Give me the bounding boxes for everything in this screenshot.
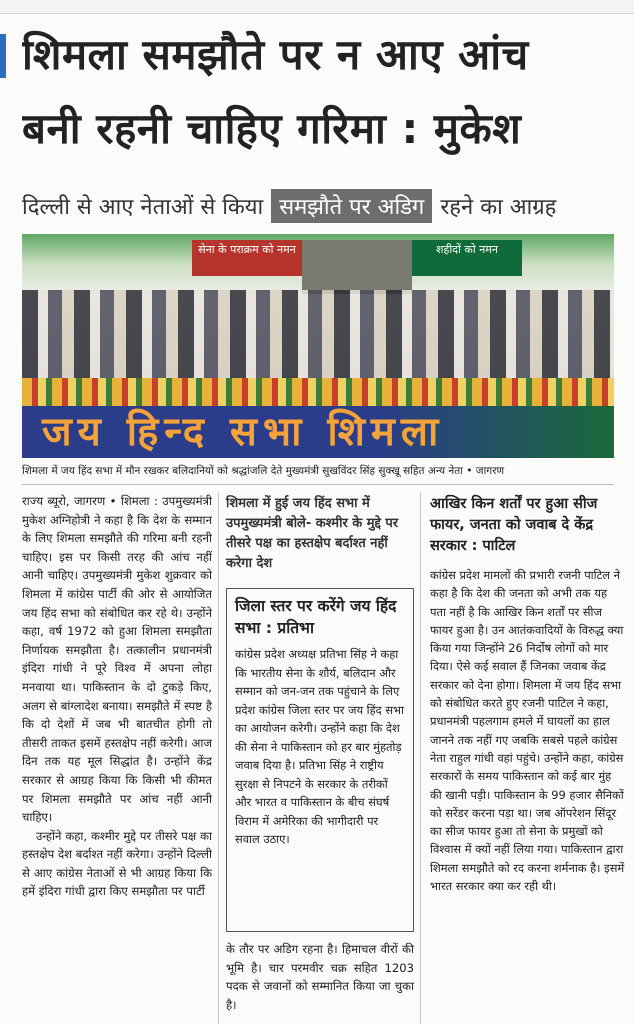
photo-flower-decoration: [22, 378, 614, 408]
subheadline: [22, 186, 622, 226]
sidebar-box-body: कांग्रेस प्रदेश अध्यक्ष प्रतिभा सिंह ने कहा कि भारतीय सेना के शौर्य, बलिदान और सम्मान को जन-जन तक पहुंचाने के लिए प्रदेश कांग्रेस जिला स्तर पर जय हिंद सभा का आयोजन करेगी। उन्होंने कहा कि देश की सेना ने पाकिस्तान को हर बार मुंहतोड़ जवाब दिया है। प्रतिभा सिंह ने राष्ट्रीय सुरक्षा से निपटने के सरकार के तरीकों और भारत व पाकिस्तान के बीच संघर्ष विराम में अमेरिका की भागीदारी पर सवाल उठाए।: [235, 647, 404, 846]
column1-paragraph-1: राज्य ब्यूरो, जागरण • शिमला : उपमुख्यमंत्री मुकेश अग्निहोत्री ने कहा है कि देश के सम्मान के लिए शिमला समझौते की गरिमा बनी रहनी चाहिए। इस पर किसी तरह की आंच नहीं आनी चाहिए। उपमुख्यमंत्री मुकेश शुक्रवार को शिमला में कांग्रेस पार्टी की ओर से आयोजित जय हिंद सभा को संबोधित कर रहे थे। उन्होंने कहा, वर्ष 1972 को हुआ शिमला समझौता निर्णायक समझौता है। तत्कालीन प्रधानमंत्री इंदिरा गांधी ने पूरे विश्व में अपना लोहा मनवाया था। पाकिस्तान के दो टुकड़े किए, अलग से बांग्लादेश बनाया। समझौते में स्पष्ट है कि दो देशों में जब भी बातचीत होगी तो तीसरी ताकत इसमें हस्तक्षेप नहीं करेगी। आज दिन तक यह मूल सिद्धांत है। उन्होंने केंद्र सरकार से आग्रह किया कि किसी भी कीमत पर शिमला समझौते पर आंच नहीं आनी चाहिए।: [22, 494, 212, 825]
headline-line-2: बनी रहनी चाहिए गरिमा : मुकेश: [22, 104, 522, 153]
section-accent-bar: [0, 34, 6, 78]
article-column-1: [22, 492, 212, 1024]
headline-line-1: शिमला समझौते पर न आए आंच: [22, 30, 529, 79]
sidebar-box: [226, 588, 414, 932]
event-photo: [22, 234, 614, 458]
photo-banner-portrait: [302, 240, 412, 294]
subheadline-before: दिल्ली से आए नेताओं से किया: [22, 195, 264, 220]
column-divider-1: [218, 492, 219, 1024]
previous-article-strip: [0, 0, 634, 14]
photo-banner-left: सेना के पराक्रम को नमन: [192, 240, 302, 276]
column-divider-2: [420, 492, 421, 1024]
column3-body: कांग्रेस प्रदेश मामलों की प्रभारी रजनी पाटिल ने कहा है कि देश की जनता को अभी तक यह पता नहीं है कि आखिर किन शर्तों पर सीज फायर हुआ है। उन आतंकवादियों के विरुद्ध क्या किया गया जिन्होंने 26 निर्दोष लोगों को मार दिया। ऐसे कई सवाल हैं जिनका जवाब केंद्र सरकार को देना होगा। शिमला में जय हिंद सभा को संबोधित करते हुए रजनी पाटिल ने कहा, प्रधानमंत्री पहलगाम हमले में घायलों का हाल जानने तक नहीं गए जबकि सबसे पहले कांग्रेस नेता राहुल गांधी वहां पहुंचे। उन्होंने कहा, कांग्रेस सरकारों के समय पाकिस्तान को कई बार मुंह की खानी पड़ी। पाकिस्तान के 99 हजार सैनिकों को सरेंडर करना पड़ा था। जब ऑपरेशन सिंदूर का सीज फायर हुआ तो सेना के प्रमुखों को विश्वास में क्यों नहीं लिया गया। पाकिस्तान द्वारा शिमला समझौते को रद करना शर्मनाक है। इसमें भारत सरकार क्या कर रही थी।: [430, 568, 625, 894]
subheadline-after: रहने का आग्रह: [440, 195, 557, 220]
subheadline-highlight: समझौते पर अडिग: [271, 189, 432, 223]
sidebar-box-title: जिला स्तर पर करेंगे जय हिंद सभा : प्रतिभा: [235, 597, 397, 637]
column2-continuation: के तौर पर अडिग रहना है। हिमाचल वीरों की भूमि है। चार परमवीर चक्र सहित 1203 पदक से जवानों को सम्मानित किया जा चुका है।: [226, 942, 414, 1012]
caption-divider: [22, 484, 614, 485]
photo-stage-text: जय हिन्द सभा शिमला: [22, 406, 614, 458]
column1-paragraph-2: उन्होंने कहा, कश्मीर मुद्दे पर तीसरे पक्ष का हस्तक्षेप देश बर्दाश्त नहीं करेगा। उन्होंने दिल्ली से आए कांग्रेस नेताओं से भी आग्रह किया कि हमें इंदिरा गांधी द्वारा किए समझौता पर पार्टी: [22, 828, 212, 899]
photo-banner-right: शहीदों को नमन: [412, 240, 522, 276]
photo-caption: शिमला में जय हिंद सभा में मौन रखकर बलिदानियों को श्रद्धांजलि देते मुख्यमंत्री सुखविंदर सिंह सुक्खू सहित अन्य नेता • जागरण: [22, 465, 505, 477]
column2-subhead: शिमला में हुई जय हिंद सभा में उपमुख्यमंत्री बोले- कश्मीर के मुद्दे पर तीसरे पक्ष का हस्तक्षेप बर्दाश्त नहीं करेगा देश: [226, 496, 399, 571]
photo-dignitaries: [22, 290, 614, 390]
column3-headline: आखिर किन शर्तों पर हुआ सीज फायर, जनता को जवाब दे केंद्र सरकार : पाटिल: [430, 496, 598, 554]
